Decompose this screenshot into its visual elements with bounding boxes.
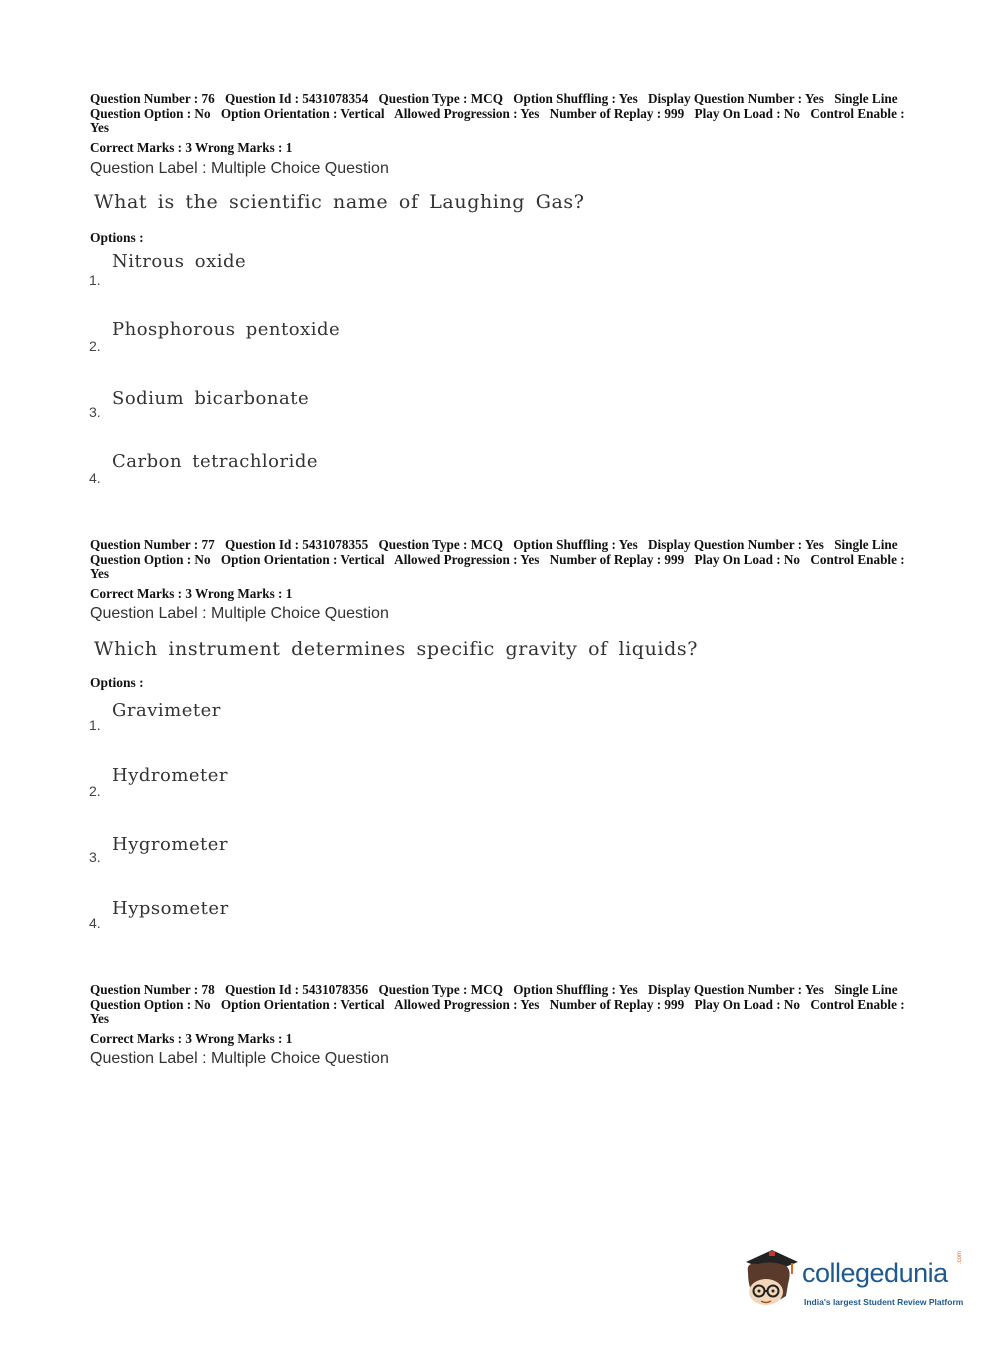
q76-option-2-number: 2. [89, 338, 101, 354]
meta-display-question-number: Display Question Number : Yes [648, 91, 824, 106]
question-76-options-heading: Options : [90, 230, 144, 245]
question-76-text: What is the scientific name of Laughing Gas? [94, 191, 585, 213]
q77-option-4-text: Hypsometer [112, 898, 229, 919]
meta-single-line-option: Single Line Question Option : No [90, 537, 898, 567]
meta-question-type: Question Type : MCQ [378, 91, 503, 106]
q77-option-3-text: Hygrometer [112, 834, 229, 855]
mascot-icon [742, 1248, 800, 1312]
meta-display-question-number: Display Question Number : Yes [648, 537, 824, 552]
meta-question-number: Question Number : 78 [90, 982, 215, 997]
meta-play-on-load: Play On Load : No [694, 996, 801, 1012]
q77-option-1-number: 1. [89, 717, 101, 733]
meta-allowed-progression: Allowed Progression : Yes [394, 105, 540, 121]
collegedunia-logo [742, 1248, 967, 1316]
meta-question-type: Question Type : MCQ [378, 982, 503, 997]
question-76-meta [90, 92, 920, 136]
meta-question-id: Question Id : 5431078354 [224, 91, 369, 106]
meta-number-of-replay: Number of Replay : 999 [549, 551, 685, 567]
q77-option-2-number: 2. [89, 783, 101, 799]
logo-suffix: .com [957, 1250, 963, 1264]
meta-option-orientation: Option Orientation : Vertical [220, 105, 385, 121]
meta-question-id: Question Id : 5431078356 [224, 982, 369, 997]
question-78-marks: Correct Marks : 3 Wrong Marks : 1 [90, 1031, 293, 1046]
question-77-options-heading: Options : [90, 675, 144, 690]
q76-option-3-number: 3. [89, 404, 101, 420]
q76-option-4-number: 4. [89, 470, 101, 486]
question-77-meta [90, 538, 920, 582]
meta-single-line-option: Single Line Question Option : No [90, 91, 898, 121]
meta-play-on-load: Play On Load : No [694, 105, 801, 121]
meta-allowed-progression: Allowed Progression : Yes [394, 551, 540, 567]
meta-allowed-progression: Allowed Progression : Yes [394, 996, 540, 1012]
question-78-meta [90, 983, 920, 1027]
meta-question-number: Question Number : 76 [90, 91, 215, 106]
question-76-label: Question Label : Multiple Choice Question [90, 160, 389, 177]
meta-option-shuffling: Option Shuffling : Yes [513, 537, 638, 552]
meta-control-enable: Control Enable : Yes [90, 105, 905, 135]
q77-option-4-number: 4. [89, 915, 101, 931]
meta-option-shuffling: Option Shuffling : Yes [513, 982, 638, 997]
q76-option-2-text: Phosphorous pentoxide [112, 319, 341, 340]
meta-single-line-option: Single Line Question Option : No [90, 982, 898, 1012]
question-78-label: Question Label : Multiple Choice Question [90, 1050, 389, 1067]
q76-option-3-text: Sodium bicarbonate [112, 388, 310, 409]
logo-wordmark: collegedunia [802, 1258, 948, 1288]
q76-option-1-number: 1. [89, 272, 101, 288]
q76-option-1-text: Nitrous oxide [112, 251, 247, 272]
meta-option-shuffling: Option Shuffling : Yes [513, 91, 638, 106]
meta-question-number: Question Number : 77 [90, 537, 215, 552]
meta-number-of-replay: Number of Replay : 999 [549, 105, 685, 121]
q77-option-3-number: 3. [89, 849, 101, 865]
meta-control-enable: Control Enable : Yes [90, 996, 905, 1026]
meta-question-type: Question Type : MCQ [378, 537, 503, 552]
question-77-marks: Correct Marks : 3 Wrong Marks : 1 [90, 586, 293, 601]
meta-question-id: Question Id : 5431078355 [224, 537, 369, 552]
question-76-marks: Correct Marks : 3 Wrong Marks : 1 [90, 140, 293, 155]
q77-option-2-text: Hydrometer [112, 765, 229, 786]
meta-control-enable: Control Enable : Yes [90, 551, 905, 581]
logo-tagline: India's largest Student Review Platform [804, 1297, 964, 1307]
q76-option-4-text: Carbon tetrachloride [112, 451, 319, 472]
meta-option-orientation: Option Orientation : Vertical [220, 996, 385, 1012]
question-77-text: Which instrument determines specific gravity of liquids? [94, 638, 698, 660]
meta-display-question-number: Display Question Number : Yes [648, 982, 824, 997]
meta-play-on-load: Play On Load : No [694, 551, 801, 567]
q77-option-1-text: Gravimeter [112, 700, 221, 721]
question-77-label: Question Label : Multiple Choice Question [90, 605, 389, 622]
meta-number-of-replay: Number of Replay : 999 [549, 996, 685, 1012]
meta-option-orientation: Option Orientation : Vertical [220, 551, 385, 567]
